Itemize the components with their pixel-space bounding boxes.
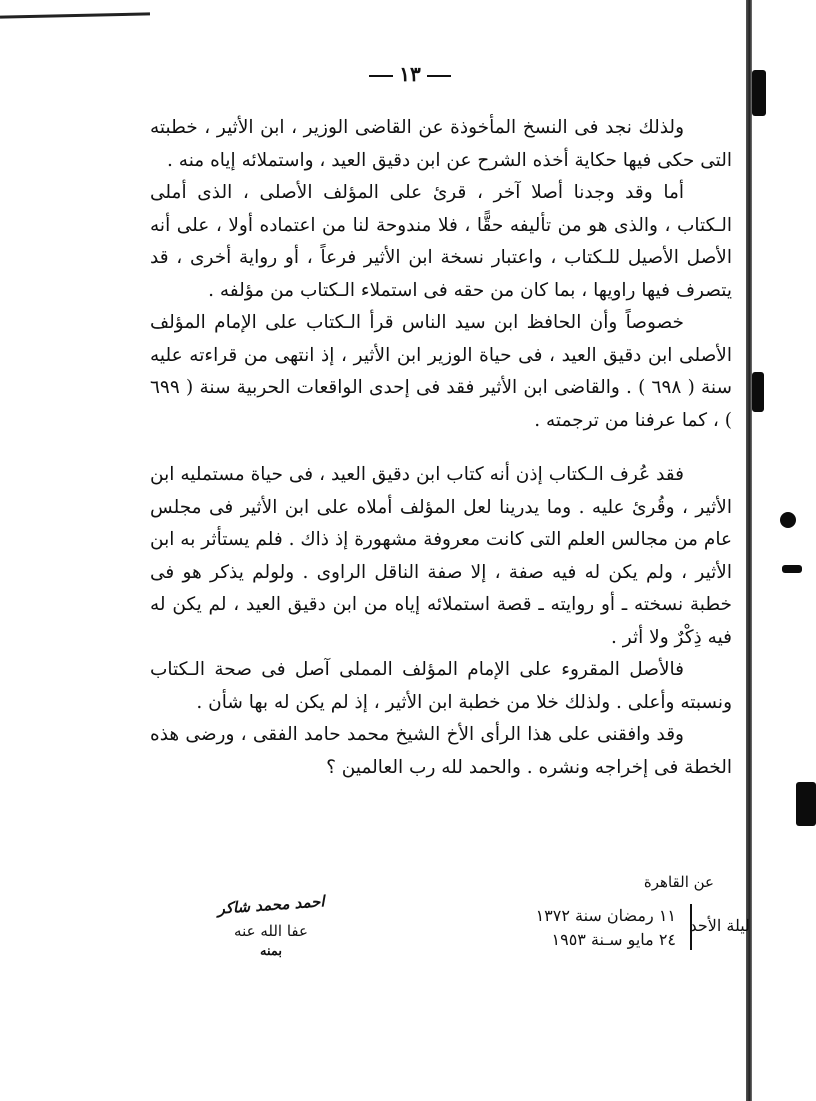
paragraph: فقد عُرف الـكتاب إذن أنه كتاب ابن دقيق العيد ، فى حياة مستمليه ابن الأثير ، وقُرئ عليه . وما يدرينا لعل المؤلف أملاه على ابن الأثير فى مجلس عام من مجالس العلم التى كانت معروفة مشهورة إذ ذاك . فلم يستأثر به ابن الأثير ، ولم يكن له فيه صفة ، إلا صفة الناقل الراوى . ولولم يذكر هو فى خطبة نسخته ـ أو روايته ـ قصة استملائه إياه من ابن دقيق العيد ، لم يكن له فيه ذِكْرٌ ولا أثر . <box>150 464 732 648</box>
scan-artifact-mark <box>752 372 764 412</box>
scan-artifact-mark <box>782 565 802 573</box>
paragraph: أما وقد وجدنا أصلا آخر ، قرئ على المؤلف الأصلى ، الذى أملى الـكتاب ، والذى هو من تأليفه حقًّا ، فلا مندوحة لنا من اعتماده أولا ، على أنه الأصل الأصيل للـكتاب ، واعتبار نسخة ابن الأثير فرعاً ، أو رواية أخرى ، قد يتصرف فيها راويها ، بما كان من حقه فى استملاء الـكتاب من مؤلفه . <box>150 182 732 301</box>
paragraph: ولذلك نجد فى النسخ المأخوذة عن القاضى الوزير ، ابن الأثير ، خطبته التى حكى فيها حكاية أخذه الشرح عن ابن دقيق العيد ، واستملائه إياه منه . <box>150 117 732 171</box>
paragraph: فالأصل المقروء على الإمام المؤلف المملى آصل فى صحة الـكتاب ونسبته وأعلى . ولذلك خلا من خطبة ابن الأثير ، إذ لم يكن له بها شأن . <box>150 659 732 713</box>
scan-artifact-mark <box>796 782 816 826</box>
night-label: ليلة الأحد <box>689 916 750 935</box>
hijri-date: ١١ رمضان سنة ١٣٧٢ <box>535 906 676 925</box>
scan-artifact-line <box>0 12 150 18</box>
paragraph: وقد وافقنى على هذا الرأى الأخ الشيخ محمد حامد الفقى ، ورضى هذه الخطة فى إخراجه ونشره . والحمد لله رب العالمين ؟ <box>150 724 732 778</box>
scan-artifact-mark <box>780 512 796 528</box>
afa-line: عفا الله عنه <box>234 922 308 940</box>
page-number <box>340 62 480 86</box>
paragraph: خصوصاً وأن الحافظ ابن سيد الناس قرأ الـكتاب على الإمام المؤلف الأصلى ابن دقيق العيد ، فى حياة الوزير ابن الأثير ، إذ انتهى من قراءته عليه سنة ( ٦٩٨ ) . والقاضى ابن الأثير فقد فى إحدى الواقعات الحربية سنة ( ٦٩٩ ) ، كما عرفنا من ترجمته . <box>150 312 733 431</box>
page-number-dash <box>427 75 451 77</box>
signature-block <box>206 892 336 959</box>
date-brace <box>680 904 692 950</box>
page-number-value: ١٣ <box>399 62 421 86</box>
author-signature: احمد محمد شاكر <box>216 892 326 918</box>
gregorian-date: ٢٤ مايو سـنة ١٩٥٣ <box>551 930 676 949</box>
body-text <box>150 112 732 784</box>
place-label: عن القاهرة <box>643 873 714 891</box>
date-lines <box>536 904 676 952</box>
page-number-dash <box>369 75 393 77</box>
scan-artifact-mark <box>752 70 766 116</box>
anhu-line: بمنه <box>259 944 283 959</box>
